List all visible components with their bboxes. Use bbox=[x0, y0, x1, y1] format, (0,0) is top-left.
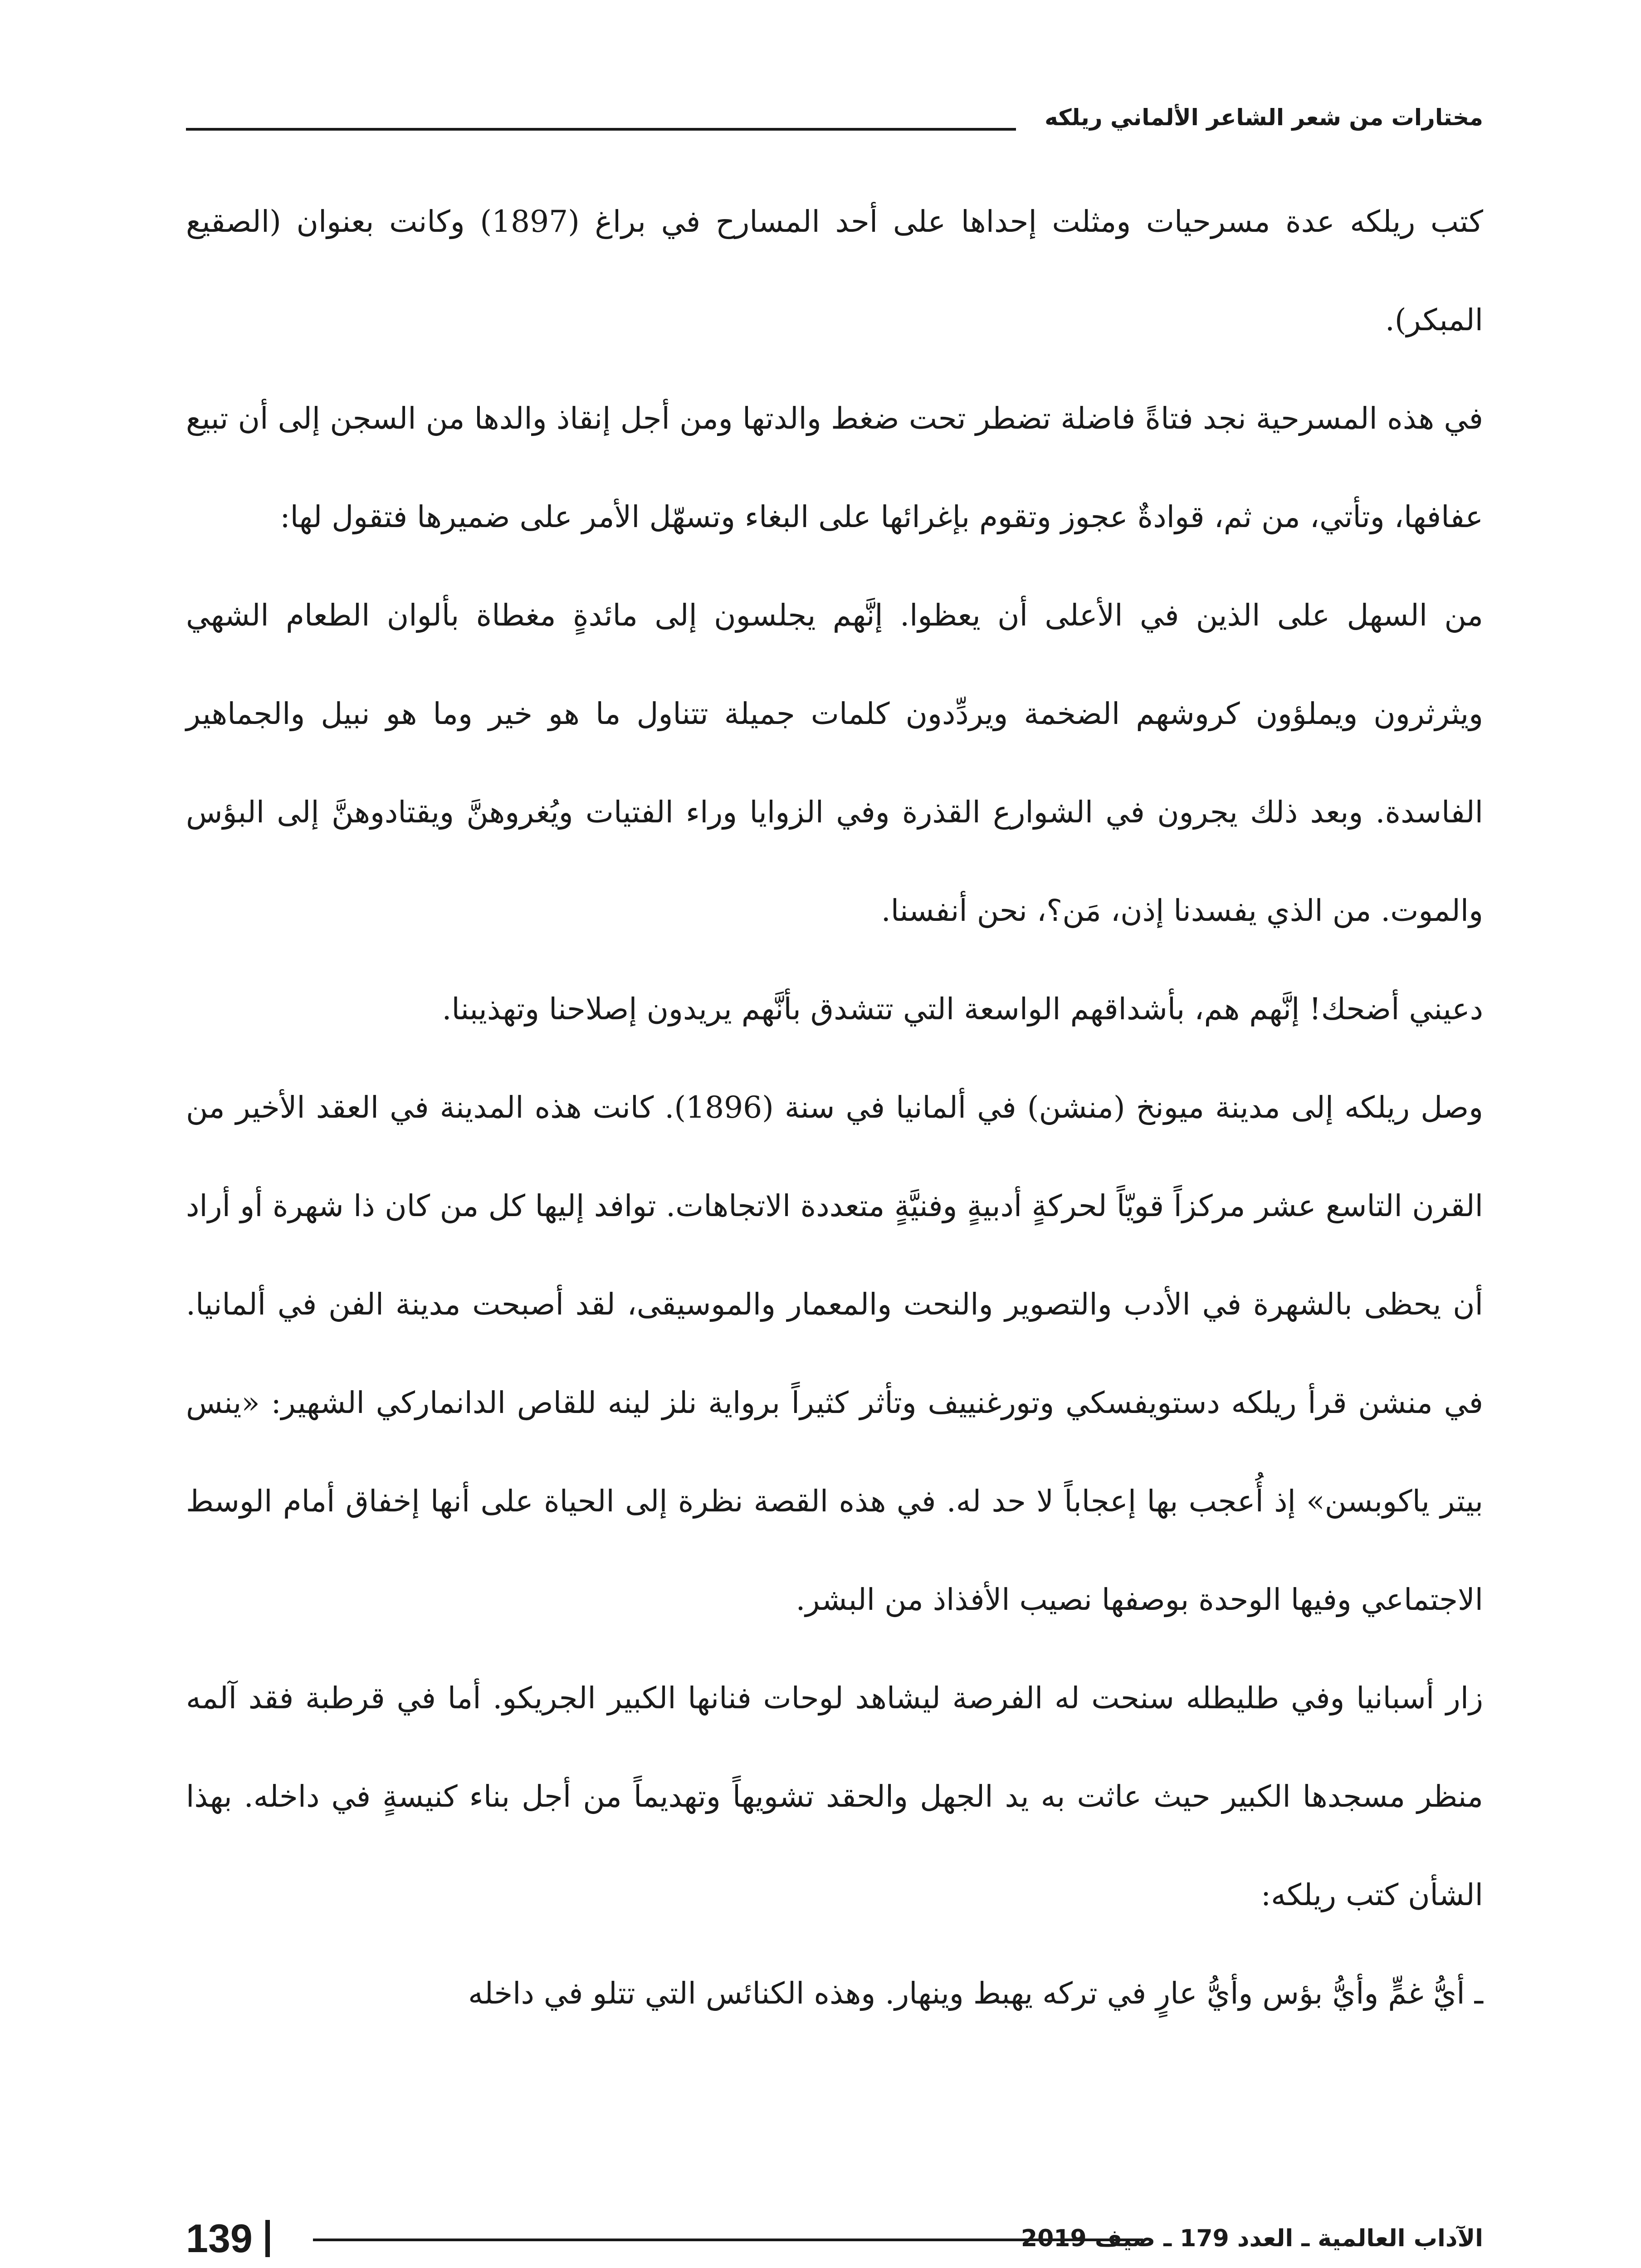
header-rule bbox=[186, 128, 1016, 131]
page-footer bbox=[186, 2214, 1483, 2263]
page-number-bar bbox=[265, 2220, 270, 2257]
running-header-title: مختارات من شعر الشاعر الألماني ريلكه bbox=[1045, 104, 1483, 131]
paragraph: دعيني أضحك! إنَّهم هم، بأشداقهم الواسعة التي تتشدق بأنَّهم يريدون إصلاحنا وتهذيبنا. bbox=[442, 992, 1483, 1026]
paragraph: من السهل على الذين في الأعلى أن يعظوا. إنَّهم يجلسون إلى مائدةٍ مغطاة بألوان الطعام الشهي ويثرثرون ويملؤون كروشهم الضخمة ويردِّدون كلمات جميلة تتناول ما هو خير وما هو نبيل والجماهير الفاسدة. وبعد ذلك يجرون في الشوارع القذرة وفي الزوايا وراء الفتيات ويُغروهنَّ ويقتادوهنَّ إلى البؤس والموت. من الذي يفسدنا إذن، مَن؟، نحن أنفسنا. bbox=[186, 598, 1483, 928]
journal-info: الآداب العالمية ـ العدد 179 ـ صيف 2019 bbox=[1021, 2225, 1483, 2252]
paragraph: كتب ريلكه عدة مسرحيات ومثلت إحداها على أحد المسارح في براغ (1897) وكانت بعنوان (الصقيع المبكر). bbox=[186, 204, 1483, 337]
paragraph: زار أسبانيا وفي طليطله سنحت له الفرصة ليشاهد لوحات فنانها الكبير الجريكو. أما في قرطبة فقد آلمه منظر مسجدها الكبير حيث عاثت به يد الجهل والحقد تشويهاً وتهديماً من أجل بناء كنيسةٍ في داخله. بهذا الشأن كتب ريلكه: bbox=[186, 1681, 1483, 1912]
article-body bbox=[186, 172, 1483, 2043]
paragraph: في هذه المسرحية نجد فتاةً فاضلة تضطر تحت ضغط والدتها ومن أجل إنقاذ والدها من السجن إلى أن تبيع عفافها، وتأتي، من ثم، قوادةٌ عجوز وتقوم بإغرائها على البغاء وتسهّل الأمر على ضميرها فتقول لها: bbox=[186, 401, 1483, 534]
paragraph: وصل ريلكه إلى مدينة ميونخ (منشن) في ألمانيا في سنة (1896). كانت هذه المدينة في العقد الأخير من القرن التاسع عشر مركزاً قويّاً لحركةٍ أدبيةٍ وفنيَّةٍ متعددة الاتجاهات. توافد إليها كل من كان ذا شهرة أو أراد أن يحظى بالشهرة في الأدب والتصوير والنحت والمعمار والموسيقى، لقد أصبحت مدينة الفن في ألمانيا. في منشن قرأ ريلكه دستويفسكي وتورغنييف وتأثر كثيراً برواية نلز لينه للقاص الدانماركي الشهير: «ينس بيتر ياكوبسن» إذ أُعجب بها إعجاباً لا حد له. في هذه القصة نظرة إلى الحياة على أنها إخفاق أمام الوسط الاجتماعي وفيها الوحدة بوصفها نصيب الأفذاذ من البشر. bbox=[186, 1090, 1483, 1617]
page-number: 139 bbox=[186, 2216, 253, 2261]
running-header bbox=[186, 104, 1483, 145]
footer-rule bbox=[313, 2239, 1143, 2241]
paragraph: ـ أيُّ غمٍّ وأيُّ بؤس وأيُّ عارٍ في تركه يهبط وينهار. وهذه الكنائس التي تتلو في داخله bbox=[468, 1976, 1483, 2011]
